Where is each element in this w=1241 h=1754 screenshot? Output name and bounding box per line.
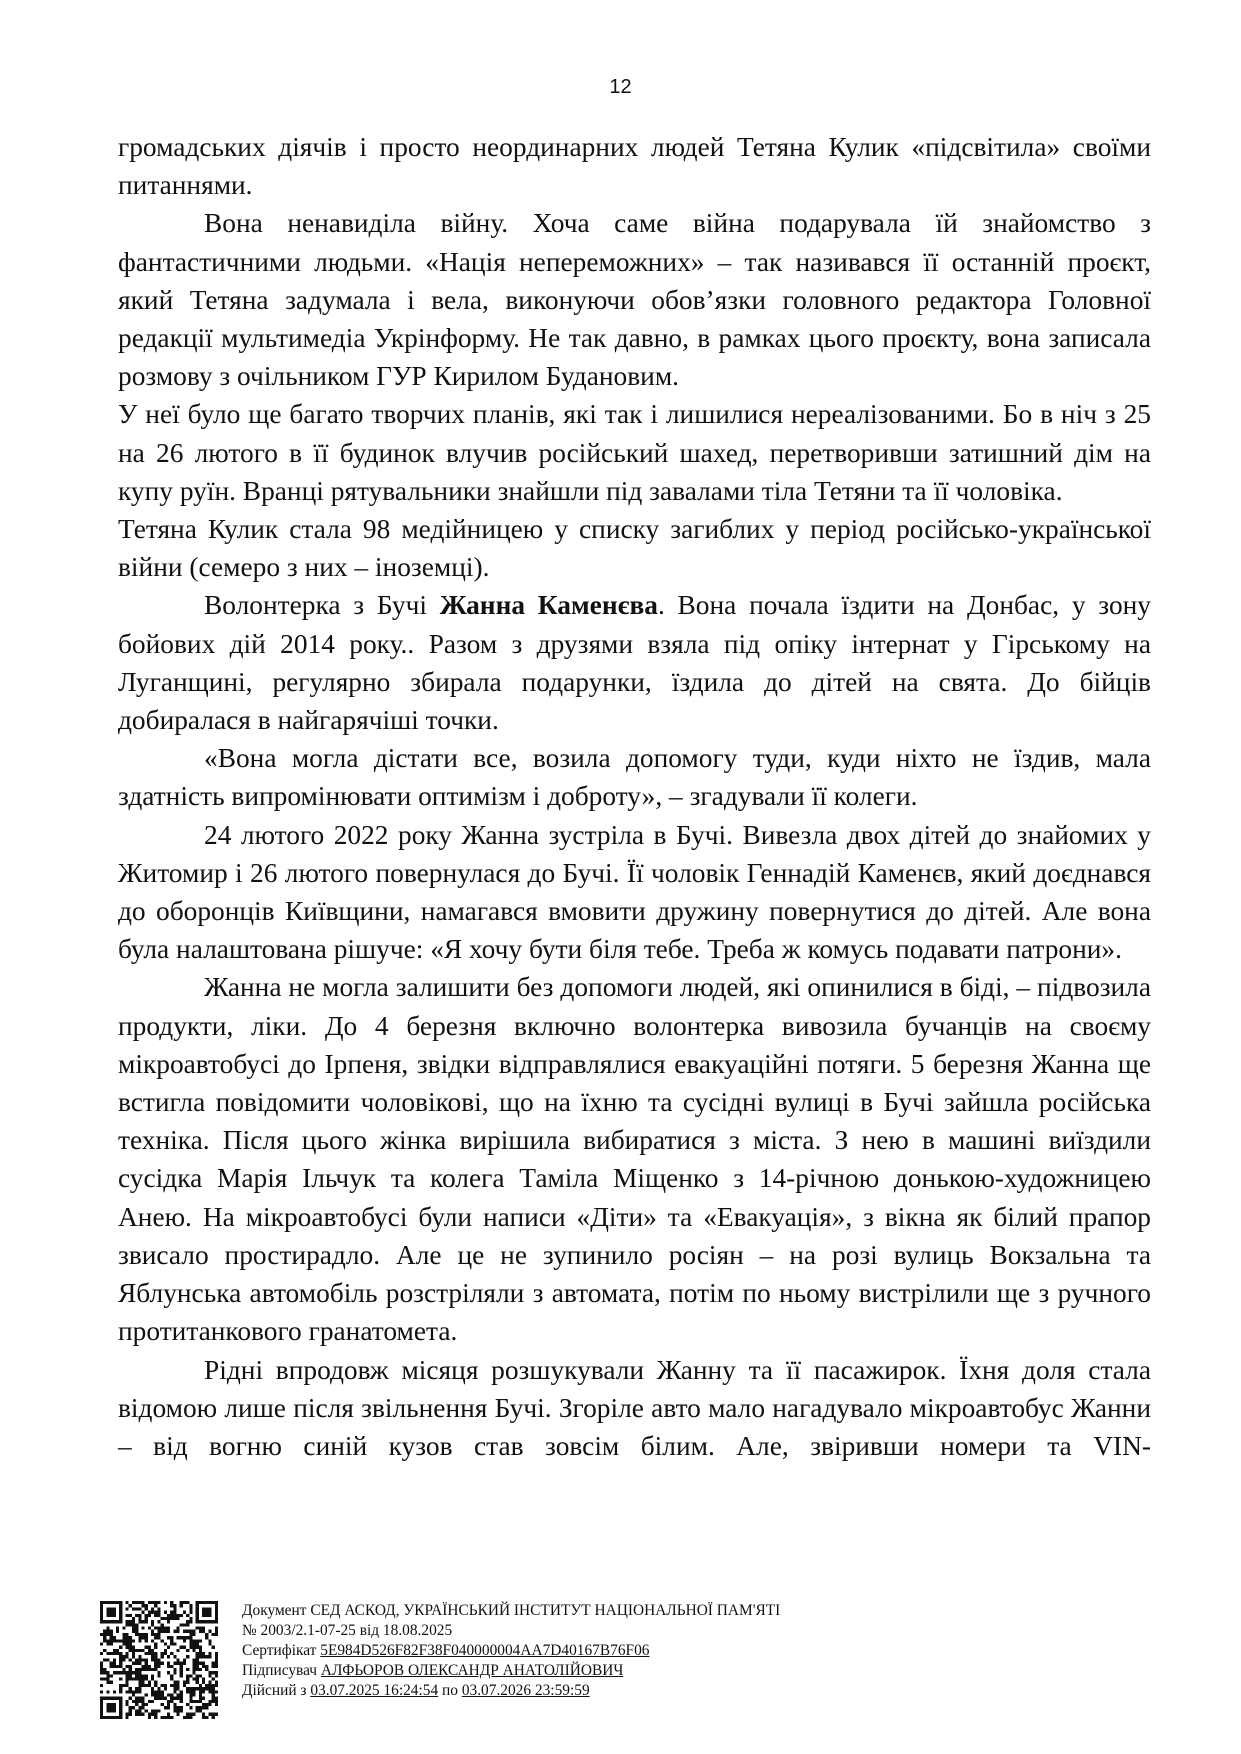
stamp-document-line: Документ СЕД АСКОД, УКРАЇНСЬКИЙ ІНСТИТУТ НАЦІОНАЛЬНОЇ ПАМ'ЯТІ [242, 1602, 781, 1619]
paragraph [118, 586, 1151, 739]
qr-code-icon [100, 1601, 218, 1719]
paragraph: 24 лютого 2022 року Жанна зустріла в Бучі. Вивезла двох дітей до знайомих у Житомир і 26 лютого повернулася до Бучі. Її чоловік Геннадій Каменєв, який доєднався до оборонців Київщини, намагався вмовити дружину повернутися до дітей. Але вона була налаштована рішуче: «Я хочу бути біля тебе. Треба ж комусь подавати патрони». [118, 819, 1151, 965]
validity-label: Дійсний з [242, 1682, 311, 1700]
page-number: 12 [609, 76, 632, 98]
validity-separator: по [438, 1682, 462, 1700]
signature-stamp [242, 1601, 780, 1701]
signer-value: АЛФЬОРОВ ОЛЕКСАНДР АНАТОЛІЙОВИЧ [320, 1662, 624, 1680]
stamp-validity-line [242, 1681, 780, 1701]
paragraph-text: . Вона почала їздити на Донбас, у зону бойових дій 2014 року.. Разом з друзями взяла під опіку інтернат у Гірському на Луганщині, регулярно збирала подарунки, їздила до дітей на свята. До бійців добиралася в найгарячіші точки. [118, 590, 1151, 736]
body-text [118, 128, 1151, 1465]
paragraph-text: Волонтерка з Бучі [204, 590, 440, 621]
paragraph: Жанна не могла залишити без допомоги людей, які опинилися в біді, – підвозила продукти, ліки. До 4 березня включно волонтерка вивозила бучанців на своєму мікроавтобусі до Ірпеня, звідки відправлялися евакуаційні потяги. 5 березня Жанна ще встигла повідомити чоловікові, що на їхню та сусідні вулиці в Бучі зайшла російська техніка. Після цього жінка вирішила вибиратися з міста. З нею в машині виїздили сусідка Марія Ільчук та колега Таміла Міщенко з 14-річною донькою-художницею Анею. На мікроавтобусі були написи «Діти» та «Евакуація», з вікна як білий прапор звисало простирадло. Але це не зупинило росіян – на розі вулиць Вокзальна та Яблунська автомобіль розстріляли з автомата, потім по ньому вистрілили ще з ручного протитанкового гранатомета. [118, 972, 1151, 1347]
paragraph: громадських діячів і просто неординарних людей Тетяна Кулик «підсвітила» своїми питаннями. [118, 132, 1151, 201]
paragraph: Тетяна Кулик стала 98 медійницею у списку загиблих у період російсько-української війни (семеро з них – іноземці). [118, 514, 1151, 583]
stamp-number-line: № 2003/2.1-07-25 від 18.08.2025 [242, 1622, 453, 1640]
certificate-label: Сертифікат [242, 1642, 321, 1660]
signer-label: Підписувач [242, 1662, 321, 1680]
bold-name: Жанна Каменєва [439, 590, 658, 621]
certificate-value: 5E984D526F82F38F040000004AA7D40167B76F06 [320, 1642, 650, 1660]
paragraph: Рідні впродовж місяця розшукували Жанну та її пасажирок. Їхня доля стала відомою лише після звільнення Бучі. Згоріле авто мало нагадувало мікроавтобус Жанни – від вогню синій кузов став зовсім білим. Але, звіривши номери та VIN- [118, 1354, 1151, 1461]
paragraph: «Вона могла дістати все, возила допомогу туди, куди ніхто не їздив, мала здатність випромінювати оптимізм і доброту», – згадували її колеги. [118, 743, 1151, 812]
stamp-signer-line [242, 1661, 780, 1681]
paragraph: У неї було ще багато творчих планів, які так і лишилися нереалізованими. Бо в ніч з 25 на 26 лютого в її будинок влучив російський шахед, перетворивши затишний дім на купу руїн. Вранці рятувальники знайшли під завалами тіла Тетяни та її чоловіка. [118, 399, 1151, 506]
valid-to: 03.07.2026 23:59:59 [461, 1682, 590, 1700]
stamp-certificate-line [242, 1641, 780, 1661]
valid-from: 03.07.2025 16:24:54 [310, 1682, 439, 1700]
paragraph: Вона ненавиділа війну. Хоча саме війна подарувала їй знайомство з фантастичними людьми. «Нація непереможних» – так називався її останній проєкт, який Тетяна задумала і вела, виконуючи обов’язки головного редактора Головної редакції мультимедіа Укрінформу. Не так давно, в рамках цього проєкту, вона записала розмову з очільником ГУР Кирилом Будановим. [118, 208, 1151, 392]
signature-footer [100, 1601, 1150, 1721]
